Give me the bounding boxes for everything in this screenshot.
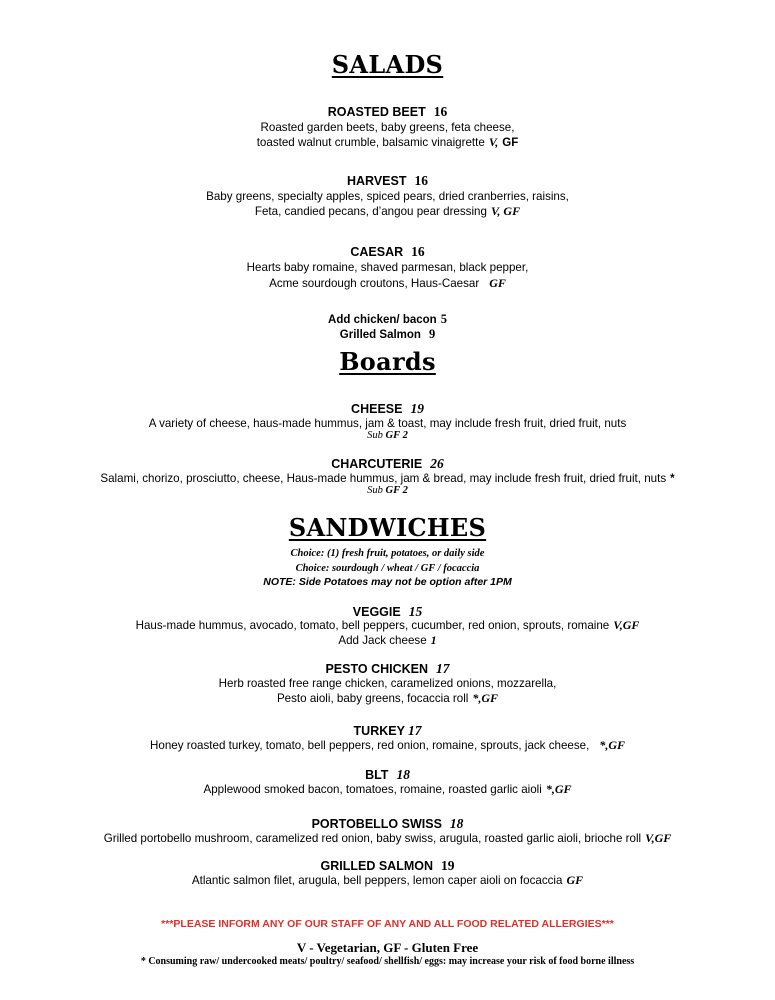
item-price: 18 xyxy=(449,816,464,831)
item-name: PESTO CHICKEN xyxy=(325,662,429,676)
menu-item-caesar xyxy=(0,243,775,261)
menu-item-harvest xyxy=(0,172,775,190)
item-description: Applewood smoked bacon, tomatoes, romaine, roasted garlic aioli *,GF xyxy=(203,782,572,796)
item-name: VEGGIE xyxy=(352,605,401,619)
food-safety-disclaimer: * Consuming raw/ undercooked meats/ poultry/ seafood/ shellfish/ eggs: may increase your risk of food borne illness xyxy=(140,956,635,967)
item-name: CAESAR xyxy=(350,245,404,259)
boards-heading: Boards xyxy=(339,347,436,376)
item-price: 16 xyxy=(433,104,448,119)
item-price: 19 xyxy=(410,401,424,416)
dietary-legend: V - Vegetarian, GF - Gluten Free xyxy=(296,940,479,955)
item-description: Feta, candied pecans, d’angou pear dressing V, GF xyxy=(254,204,521,218)
item-description: Atlantic salmon filet, arugula, bell peppers, lemon caper aioli on focaccia GF xyxy=(191,873,584,887)
dietary-tag: GF xyxy=(502,137,519,149)
item-price: 17 xyxy=(436,661,450,676)
potato-note: NOTE: Side Potatoes may not be option after 1PM xyxy=(263,576,512,588)
item-description: Pesto aioli, baby greens, focaccia roll *,GF xyxy=(276,691,499,705)
item-price: 26 xyxy=(430,456,444,471)
item-description: Grilled portobello mushroom, caramelized red onion, baby swiss, arugula, roasted garlic aioli, brioche roll V,GF xyxy=(103,831,672,845)
item-description: Baby greens, specialty apples, spiced pears, dried cranberries, raisins, xyxy=(206,190,569,203)
item-description: Acme sourdough croutons, Haus-Caesar GF xyxy=(269,276,506,290)
dietary-tag: *,GF xyxy=(599,738,625,752)
dietary-tag: GF xyxy=(566,873,584,887)
sandwich-choice-note: Choice: (1) fresh fruit, potatoes, or daily side xyxy=(290,548,485,559)
item-name: GRILLED SALMON xyxy=(320,859,433,873)
item-price: 15 xyxy=(408,604,423,619)
menu-item-roasted-beet xyxy=(0,103,775,121)
item-name: HARVEST xyxy=(346,174,407,188)
item-name: BLT xyxy=(365,768,389,782)
salad-addon: Add chicken/ bacon 5 xyxy=(328,312,447,326)
item-description: Herb roasted free range chicken, caramelized onions, mozzarella, xyxy=(218,677,557,690)
item-description: Honey roasted turkey, tomato, bell peppers, red onion, romaine, sprouts, jack cheese, *,GF xyxy=(150,738,625,752)
item-price: 19 xyxy=(441,858,455,873)
allergy-notice: ***PLEASE INFORM ANY OF OUR STAFF OF ANY AND ALL FOOD RELATED ALLERGIES*** xyxy=(161,918,614,930)
item-name: CHARCUTERIE xyxy=(331,457,423,471)
substitution-note: Sub GF 2 xyxy=(367,485,408,496)
item-price: 18 xyxy=(396,767,410,782)
item-description: toasted walnut crumble, balsamic vinaigrette V, GF xyxy=(256,135,519,149)
dietary-tag: GF xyxy=(489,276,506,290)
sandwiches-heading: SANDWICHES xyxy=(288,513,487,542)
dietary-tag: V,GF xyxy=(645,831,672,845)
item-description: Salami, chorizo, prosciutto, cheese, Haus-made hummus, jam & bread, may include fresh fruit, dried fruit, nuts * xyxy=(100,472,675,485)
dietary-tag: *,GF xyxy=(472,691,499,705)
item-name: PORTOBELLO SWISS xyxy=(311,817,442,831)
item-description: Hearts baby romaine, shaved parmesan, black pepper, xyxy=(246,261,529,274)
dietary-tag: V,GF xyxy=(613,618,640,632)
salad-addon: Grilled Salmon 9 xyxy=(339,327,436,341)
dietary-tag: V, xyxy=(488,135,499,149)
dietary-tag: * xyxy=(670,473,675,485)
item-name: TURKEY xyxy=(353,724,405,738)
item-addon: Add Jack cheese 1 xyxy=(338,633,437,647)
substitution-note: Sub GF 2 xyxy=(367,430,408,441)
item-description: Roasted garden beets, baby greens, feta cheese, xyxy=(260,121,515,134)
item-price: 16 xyxy=(414,173,428,188)
item-price: 16 xyxy=(411,244,425,259)
item-name: ROASTED BEET xyxy=(327,105,426,119)
item-name: CHEESE xyxy=(351,402,403,416)
item-price: 17 xyxy=(407,723,422,738)
salads-heading: SALADS xyxy=(331,50,444,79)
sandwich-choice-note: Choice: sourdough / wheat / GF / focaccia xyxy=(295,563,480,574)
item-description: Haus-made hummus, avocado, tomato, bell peppers, cucumber, red onion, sprouts, romaine V,GF xyxy=(135,618,640,632)
dietary-tag: *,GF xyxy=(545,782,572,796)
dietary-tag: V, GF xyxy=(490,204,521,218)
item-description: A variety of cheese, haus-made hummus, jam & toast, may include fresh fruit, dried fruit, nuts xyxy=(148,417,627,430)
